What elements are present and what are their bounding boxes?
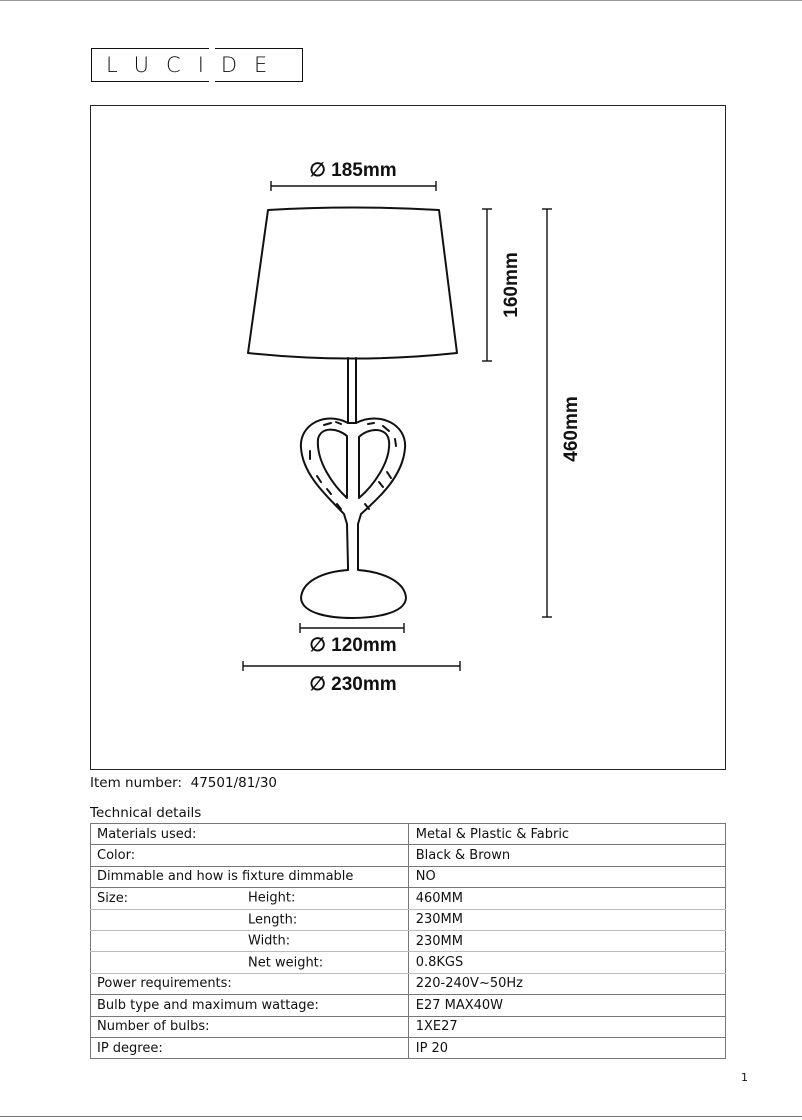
spec-label: Number of bulbs: (91, 1016, 409, 1037)
spec-label: Bulb type and maximum wattage: (91, 995, 409, 1016)
item-number-label: Item number: (90, 775, 183, 791)
lamp-shade (248, 208, 457, 359)
spec-sublabel: Height: (248, 890, 296, 906)
spec-value: IP 20 (408, 1037, 725, 1058)
base-inner-diameter-label: ∅ 120mm (309, 635, 397, 656)
item-number (90, 775, 277, 791)
table-row (91, 866, 726, 887)
table-row (91, 995, 726, 1016)
spec-value: NO (408, 866, 725, 887)
logo-text: LUCIDE (106, 53, 285, 77)
lucide-logo (91, 48, 303, 82)
drawing-frame (90, 105, 726, 770)
spec-value: 0.8KGS (408, 952, 725, 973)
spec-sublabel: Width: (248, 933, 291, 949)
technical-details-title: Technical details (90, 805, 202, 821)
spec-label-cell (91, 909, 409, 930)
table-row (91, 824, 726, 845)
spec-value: E27 MAX40W (408, 995, 725, 1016)
table-row (91, 845, 726, 866)
lamp-heart-inner-right (359, 430, 389, 498)
table-row (91, 973, 726, 994)
table-row (91, 888, 726, 909)
spec-label-cell (91, 888, 409, 909)
spec-value: 230MM (408, 909, 725, 930)
spec-value: 230MM (408, 930, 725, 951)
spec-label-cell (91, 930, 409, 951)
lamp-stem (348, 358, 356, 423)
spec-label: Dimmable and how is fixture dimmable (91, 866, 409, 887)
spec-label: Color: (91, 845, 409, 866)
spec-value: Metal & Plastic & Fabric (408, 824, 725, 845)
spec-value: 1XE27 (408, 1016, 725, 1037)
shade-diameter-label: ∅ 185mm (309, 160, 397, 181)
table-row (91, 952, 726, 973)
spec-sublabel: Net weight: (248, 955, 324, 971)
spec-label: Size: (97, 890, 129, 906)
item-number-value: 47501/81/30 (190, 775, 278, 791)
logo-notch (209, 45, 215, 53)
table-row (91, 1037, 726, 1058)
spec-label-cell (91, 952, 409, 973)
bottom-rule (0, 1116, 802, 1117)
spec-sublabel: Length: (248, 912, 298, 928)
table-row (91, 909, 726, 930)
lamp-heart-inner-left (318, 430, 347, 498)
base-outer-diameter-label: ∅ 230mm (309, 674, 397, 695)
table-row (91, 1016, 726, 1037)
spec-value: 220-240V~50Hz (408, 973, 725, 994)
lamp-heart-body (301, 418, 406, 618)
total-height-label: 460mm (561, 396, 582, 462)
page-number: 1 (741, 1071, 748, 1084)
logo-notch (209, 77, 215, 85)
spec-label: Materials used: (91, 824, 409, 845)
spec-label: IP degree: (91, 1037, 409, 1058)
spec-label: Power requirements: (91, 973, 409, 994)
spec-value: 460MM (408, 888, 725, 909)
lamp-drawing (91, 106, 727, 771)
technical-details-table (90, 823, 726, 1059)
table-row (91, 930, 726, 951)
top-rule (0, 0, 802, 1)
shade-height-label: 160mm (501, 252, 522, 318)
spec-value: Black & Brown (408, 845, 725, 866)
